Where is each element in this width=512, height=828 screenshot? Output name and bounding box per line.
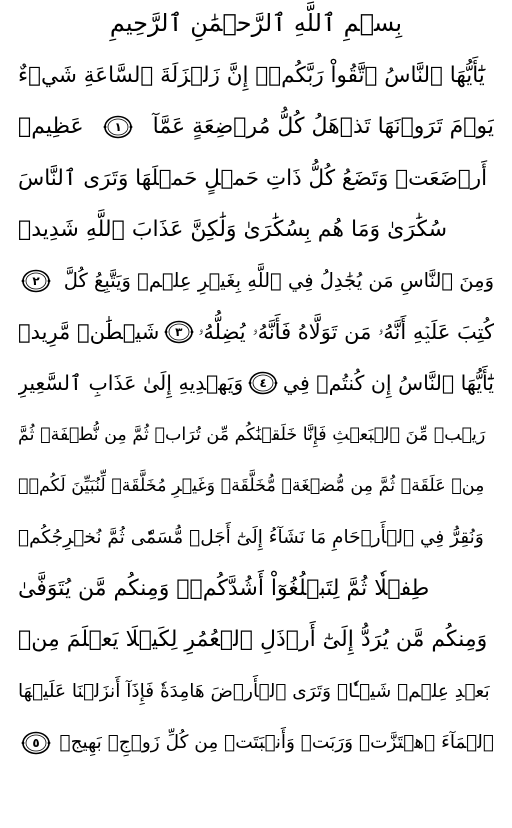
verse-text: أَرۡضَعَتۡ وَتَضَعُ كُلُّ ذَاتِ حَمۡلٍ حَمۡلَهَا وَتَرَى ٱلنَّاسَ — [18, 165, 488, 191]
verse-text: وَنُقِرُّ فِي ٱلۡأَرۡحَامِ مَا نَشَآءُ إِلَىٰٓ أَجَلٖ مُّسَمّٗى ثُمَّ نُخۡرِجُكُمۡ — [18, 526, 484, 548]
ayah-end-marker — [164, 320, 194, 344]
verse-text: يَٰٓأَيُّهَا ٱلنَّاسُ إِن كُنتُمۡ فِي — [282, 371, 494, 396]
ayah-number: ١ — [114, 119, 122, 134]
basmala: بِسۡمِ ٱللَّهِ ٱلرَّحۡمَٰنِ ٱلرَّحِيمِ — [109, 9, 403, 37]
ayah-end-marker — [21, 269, 51, 293]
verse-line — [18, 306, 494, 357]
verse-line — [18, 204, 494, 255]
verse-line — [18, 717, 494, 768]
verse-line — [18, 101, 494, 152]
verse-line — [18, 50, 494, 101]
verse-text: كُتِبَ عَلَيۡهِ أَنَّهُۥ مَن تَوَلَّاهُ فَأَنَّهُۥ يُضِلُّهُۥ — [198, 319, 494, 344]
ayah-end-marker — [21, 731, 51, 755]
verse-text: رَيۡبٖ مِّنَ ٱلۡبَعۡثِ فَإِنَّا خَلَقۡنَٰكُم مِّن تُرَابٖ ثُمَّ مِن نُّطۡفَةٖ ثُمَّ — [18, 424, 486, 445]
verse-line — [18, 255, 494, 306]
verse-text: وَمِنكُم مَّن يُرَدُّ إِلَىٰٓ أَرۡذَلِ ٱلۡعُمُرِ لِكَيۡلَا يَعۡلَمَ مِنۢ — [18, 627, 488, 653]
verse-lines — [18, 50, 494, 768]
ayah-number: ٢ — [32, 273, 40, 288]
verse-text: ٱلۡمَآءَ ٱهۡتَزَّتۡ وَرَبَتۡ وَأَنۢبَتَتۡ مِن كُلِّ زَوۡجِۭ بَهِيجٖ — [59, 732, 494, 753]
verse-text: شَيۡطَٰنٖ مَّرِيدٖ — [18, 320, 160, 345]
verse-text: وَمِنَ ٱلنَّاسِ مَن يُجَٰدِلُ فِي ٱللَّهِ بِغَيۡرِ عِلۡمٖ وَيَتَّبِعُ كُلَّ — [63, 269, 494, 293]
ayah-number: ٤ — [259, 376, 267, 391]
verse-text: وَيَهۡدِيهِ إِلَىٰ عَذَابِ ٱلسَّعِيرِ — [18, 371, 244, 396]
verse-text: يَٰٓأَيُّهَا ٱلنَّاسُ ٱتَّقُواْ رَبَّكُمۡۚ إِنَّ زَلۡزَلَةَ ٱلسَّاعَةِ شَيۡءٌ — [18, 63, 485, 89]
verse-text: بَعۡدِ عِلۡمٖ شَيۡـٔٗاۚ وَتَرَى ٱلۡأَرۡضَ هَامِدَةٗ فَإِذَآ أَنزَلۡنَا عَلَيۡهَا — [18, 680, 490, 702]
verse-line — [18, 512, 494, 563]
verse-text: مِنۡ عَلَقَةٖ ثُمَّ مِن مُّضۡغَةٖ مُّخَلَّقَةٖ وَغَيۡرِ مُخَلَّقَةٖ لِّنُبَيِّنَ لَكُمۡۚ — [18, 476, 485, 497]
verse-line — [18, 358, 494, 409]
verse-line — [18, 460, 494, 511]
verse-text: يَوۡمَ تَرَوۡنَهَا تَذۡهَلُ كُلُّ مُرۡضِعَةٍ عَمَّآ — [152, 114, 494, 140]
verse-line — [18, 409, 494, 460]
verse-line — [18, 563, 494, 614]
verse-text: عَظِيمٞ — [18, 114, 84, 140]
verse-line — [18, 614, 494, 665]
ayah-number: ٥ — [32, 735, 40, 750]
ayah-end-marker — [248, 371, 278, 395]
verse-line — [18, 666, 494, 717]
verse-text: طِفۡلٗا ثُمَّ لِتَبۡلُغُوٓاْ أَشُدَّكُمۡۖ وَمِنكُم مَّن يُتَوَفَّىٰ — [18, 576, 430, 602]
ayah-end-marker — [103, 115, 133, 139]
ayah-number: ٣ — [175, 325, 183, 340]
verse-line — [18, 153, 494, 204]
verse-text: سُكَٰرَىٰ وَمَا هُم بِسُكَٰرَىٰ وَلَٰكِنَّ عَذَابَ ٱللَّهِ شَدِيدٞ — [18, 217, 448, 243]
